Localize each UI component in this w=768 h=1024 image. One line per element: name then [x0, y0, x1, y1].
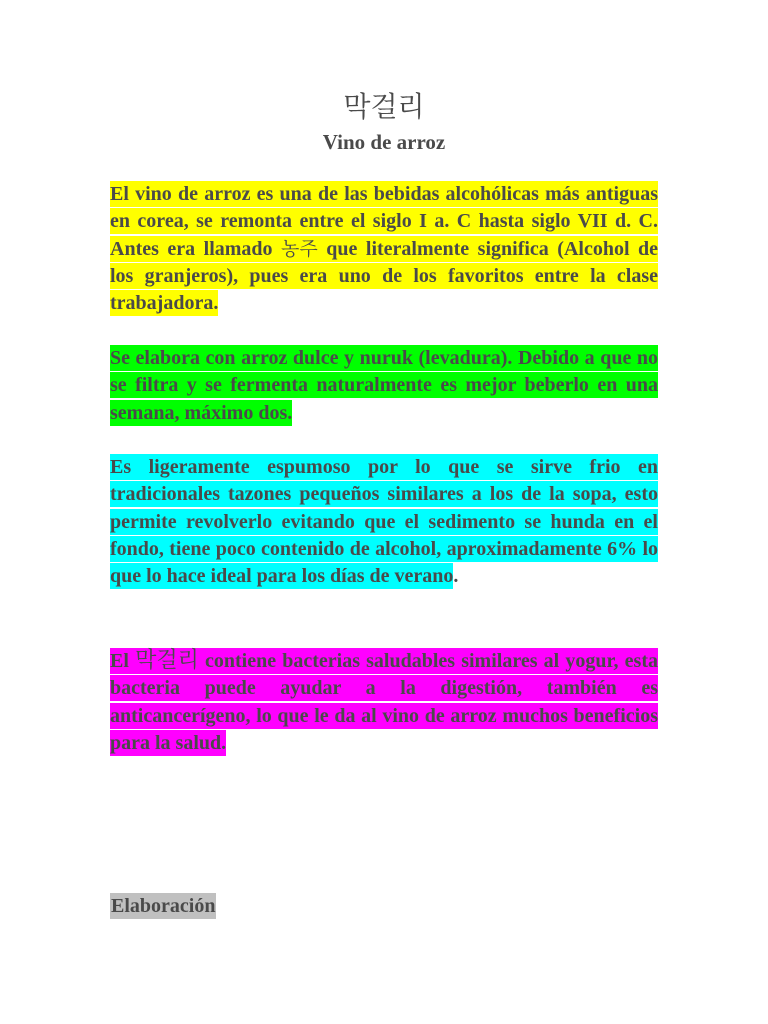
paragraph-health-text-before: El — [110, 650, 136, 672]
document-subtitle: Vino de arroz — [322, 130, 446, 154]
paragraph-history-text-after: que literalmente significa (Alcohol de los granjeros), pues era uno de los favoritos entre la clase trabajadora. — [110, 237, 658, 315]
highlight-magenta — [110, 648, 658, 756]
highlight-green — [110, 345, 658, 426]
korean-word-nongju: 농주 — [281, 237, 318, 260]
paragraph-health-text-after: contiene bacterias saludables similares al yogur, esta bacteria puede ayudar a la digestión, también es anticancerígeno, lo que le da al vino de arroz muchos beneficios para la salud. — [110, 650, 658, 754]
paragraph-history — [110, 181, 658, 317]
section-heading-elaboracion: Elaboración — [111, 895, 216, 917]
korean-word-makgeolli: 막걸리 — [135, 648, 199, 673]
paragraph-ingredients-text: Se elabora con arroz dulce y nuruk (levadura). Debido a que no se filtra y se fermenta naturalmente es mejor beberlo en una semana, máximo dos. — [110, 347, 658, 424]
highlight-yellow — [110, 181, 658, 316]
paragraph-serving-period: . — [453, 565, 459, 588]
paragraph-serving — [110, 454, 658, 590]
paragraph-ingredients — [110, 345, 658, 427]
paragraph-history-text-before: El vino de arroz es una de las bebidas alcohólicas más antiguas en corea, se remonta entre el siglo I a. C hasta siglo VII d. C. Antes era llamado — [110, 183, 658, 260]
paragraph-serving-text: Es ligeramente espumoso por lo que se sirve frio en tradicionales tazones pequeños similares a los de la sopa, esto permite revolverlo evitando que el sedimento se hunda en el fondo, tiene poco contenido de alcohol, aproximadamente 6% lo que lo hace ideal para los días de verano — [110, 456, 658, 588]
highlight-cyan — [110, 454, 658, 589]
document-title: 막걸리 — [343, 90, 425, 123]
paragraph-health — [110, 647, 658, 757]
